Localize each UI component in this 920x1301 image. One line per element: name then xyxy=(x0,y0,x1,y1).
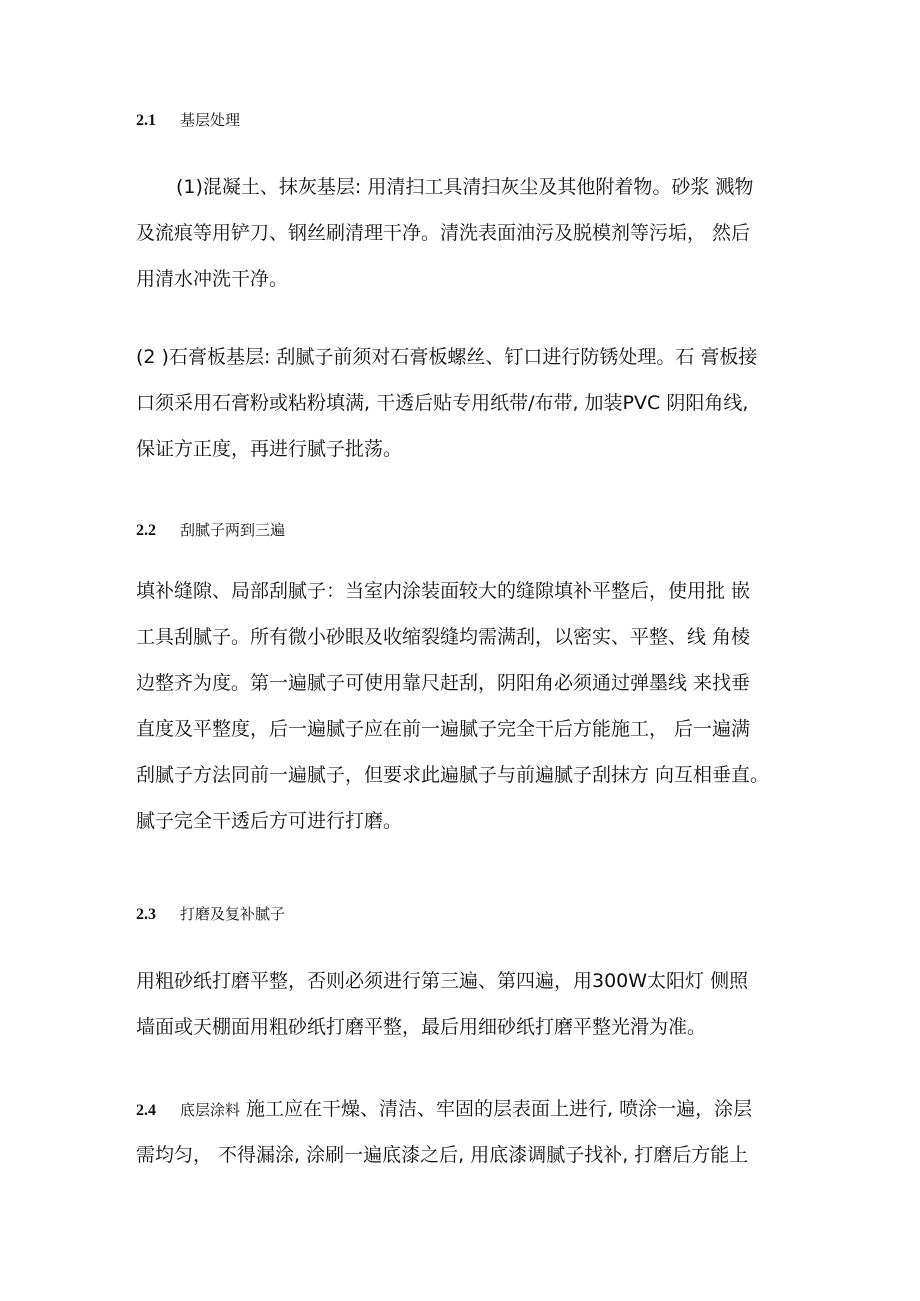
section-title: 刮腻子两到三遍 xyxy=(180,521,286,539)
paragraph-sanding xyxy=(136,958,816,1050)
text-line: 保证方正度，再进行腻子批荡。 xyxy=(136,438,403,460)
text-line: 墙面或天棚面用粗砂纸打磨平整，最后用细砂纸打磨平整光滑为准。 xyxy=(136,1016,707,1038)
text-line: 及流痕等用铲刀、钢丝刷清理干净。清洗表面油污及脱模剂等污垢， 然后 xyxy=(136,222,751,244)
text-line: 刮腻子方法同前一遍腻子，但要求此遍腻子与前遍腻子刮抹方 向互相垂直。 xyxy=(136,764,770,786)
text-line: (2 )石膏板基层: 刮腻子前须对石膏板螺丝、钉口进行防锈处理。石 膏板接 xyxy=(136,346,758,368)
text-line: 工具刮腻子。所有微小砂眼及收缩裂缝均需满刮，以密实、平整、线 角棱 xyxy=(136,626,751,648)
paragraph-concrete-base xyxy=(136,164,816,302)
section-heading-2-1 xyxy=(136,110,240,131)
text-line: 腻子完全干透后方可进行打磨。 xyxy=(136,810,403,832)
text-line: 2.4 底层涂料 施工应在干燥、清洁、牢固的层表面上进行, 喷涂一遍，涂层 xyxy=(136,1086,816,1132)
section-number: 2.4 xyxy=(136,1102,156,1119)
text-line: 边整齐为度。第一遍腻子可使用靠尺赶刮，阴阳角必须通过弹墨线 来找垂 xyxy=(136,672,751,694)
section-heading-2-2 xyxy=(136,520,285,541)
paragraph-putty xyxy=(136,568,816,844)
section-number: 2.3 xyxy=(136,906,156,923)
text-line: 口须采用石膏粉或粘粉填满, 干透后贴专用纸带/布带, 加装PVC 阴阳角线, xyxy=(136,392,749,414)
text-line: 用清水冲洗干净。 xyxy=(136,268,289,290)
section-number: 2.1 xyxy=(136,112,156,129)
section-heading-2-3 xyxy=(136,904,285,925)
text-line: 直度及平整度，后一遍腻子应在前一遍腻子完全干后方能施工， 后一遍满 xyxy=(136,718,751,740)
text-line: 用粗砂纸打磨平整，否则必须进行第三遍、第四遍，用300W太阳灯 侧照 xyxy=(136,970,749,992)
paragraph-primer xyxy=(136,1086,816,1178)
section-title: 打磨及复补腻子 xyxy=(180,905,286,923)
section-number: 2.2 xyxy=(136,522,156,539)
text-line: (1)混凝土、抹灰基层: 用清扫工具清扫灰尘及其他附着物。砂浆 溅物 xyxy=(176,176,754,198)
text-line: 需均匀， 不得漏涂, 涂刷一遍底漆之后, 用底漆调腻子找补, 打磨后方能上 xyxy=(136,1144,749,1166)
paragraph-gypsum-base xyxy=(136,334,816,472)
text-line: 填补缝隙、局部刮腻子：当室内涂装面较大的缝隙填补平整后，使用批 嵌 xyxy=(136,580,751,602)
section-title: 底层涂料 xyxy=(180,1101,241,1119)
section-title: 基层处理 xyxy=(180,111,241,129)
